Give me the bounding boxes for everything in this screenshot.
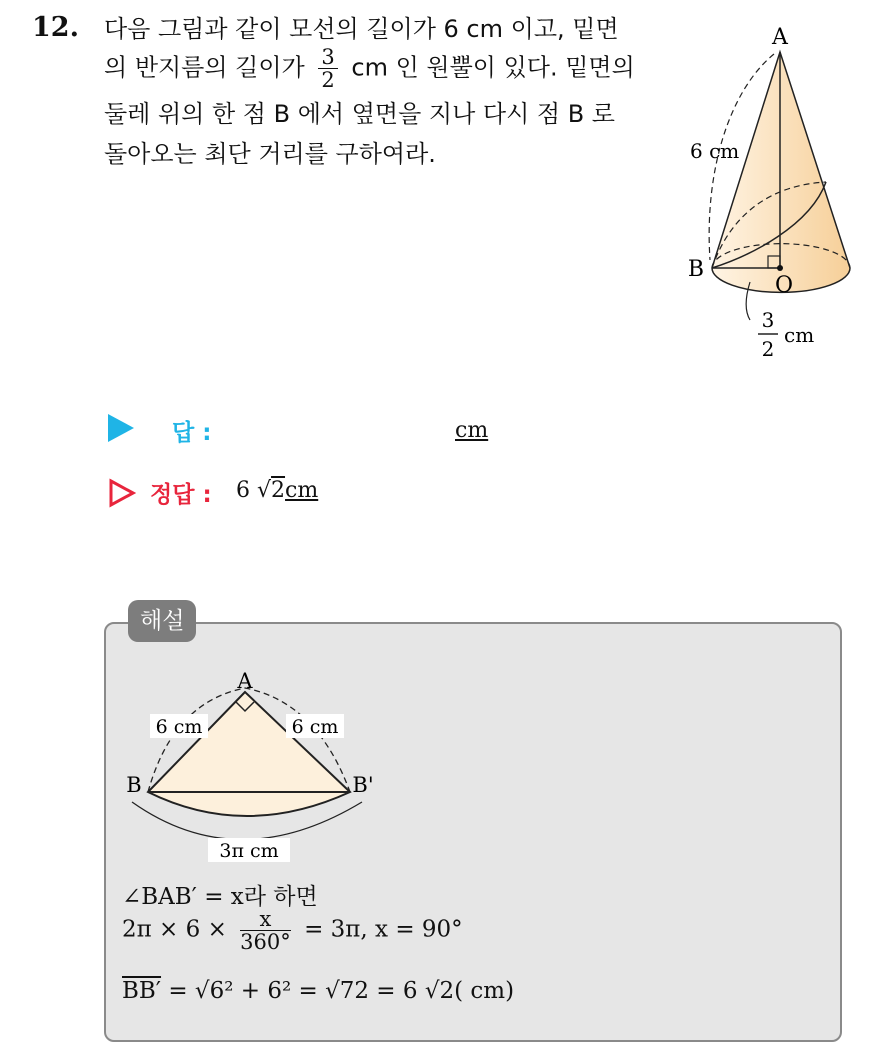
slant-length-label: 6 cm xyxy=(690,139,740,163)
segment-BB: BB′ xyxy=(122,978,162,1004)
correct-label: 정답 : xyxy=(150,482,212,508)
answer-arrow-icon xyxy=(108,414,134,442)
cone-figure xyxy=(660,20,880,370)
angle-fraction-den: 360° xyxy=(240,930,291,954)
left-edge-label: 6 cm xyxy=(155,716,203,738)
question-line-2-post: cm 인 원뿔이 있다. 밑면의 xyxy=(351,53,635,82)
question-number: 12. xyxy=(32,12,79,43)
sector-label-B-prime: B' xyxy=(352,773,374,797)
correct-value-unit: cm xyxy=(285,478,319,503)
radius-label-unit: cm xyxy=(784,323,815,347)
angle-fraction xyxy=(240,908,291,953)
question-line-3: 둘레 위의 한 점 B 에서 옆면을 지나 다시 점 B 로 xyxy=(104,100,615,128)
explanation-line-2 xyxy=(122,908,463,953)
explanation-line-1-text: 라 하면 xyxy=(243,884,318,910)
question-line-2-pre: 의 반지름의 길이가 xyxy=(104,53,305,82)
correct-value-radicand: 2 xyxy=(271,478,286,503)
correct-value xyxy=(236,478,318,503)
sector-label-A: A xyxy=(237,669,253,693)
answer-unit: cm xyxy=(455,418,489,443)
angle-expression: ∠BAB′ = x xyxy=(122,884,244,910)
answer-label: 답 : xyxy=(172,420,212,446)
right-edge-label: 6 cm xyxy=(291,716,339,738)
question-line-4: 돌아오는 최단 거리를 구하여라. xyxy=(104,140,436,168)
explanation-line-3-rest: = √6² + 6² = √72 = 6 √2( cm) xyxy=(161,978,515,1004)
sector-figure xyxy=(118,662,378,867)
radius-fraction-den: 2 xyxy=(321,68,335,92)
question-line-2 xyxy=(104,46,635,91)
correct-arrow-icon xyxy=(108,478,136,508)
radius-label-num: 3 xyxy=(761,308,775,332)
radius-label-den: 2 xyxy=(761,337,775,361)
radius-fraction-num: 3 xyxy=(318,46,337,69)
label-B: B xyxy=(687,257,705,282)
sector-label-B: B xyxy=(126,773,142,797)
radius-fraction xyxy=(318,46,337,91)
sqrt-symbol: √ xyxy=(257,478,272,503)
angle-fraction-num: x xyxy=(240,908,291,931)
explanation-tag: 해설 xyxy=(128,600,196,642)
unrolled-sector xyxy=(148,692,350,816)
center-point xyxy=(777,265,783,271)
explanation-line-2-post: = 3π, x = 90° xyxy=(304,916,463,943)
question-line-1: 다음 그림과 같이 모선의 길이가 6 cm 이고, 밑면 xyxy=(104,15,619,43)
arc-length-label: 3π cm xyxy=(219,840,279,862)
label-A: A xyxy=(772,25,788,50)
cone-body xyxy=(712,52,850,292)
label-O: O xyxy=(774,273,794,298)
explanation-line-3 xyxy=(122,978,514,1004)
explanation-line-1 xyxy=(122,878,318,911)
explanation-line-2-pre: 2π × 6 × xyxy=(122,916,227,943)
correct-value-coef: 6 xyxy=(236,478,250,503)
